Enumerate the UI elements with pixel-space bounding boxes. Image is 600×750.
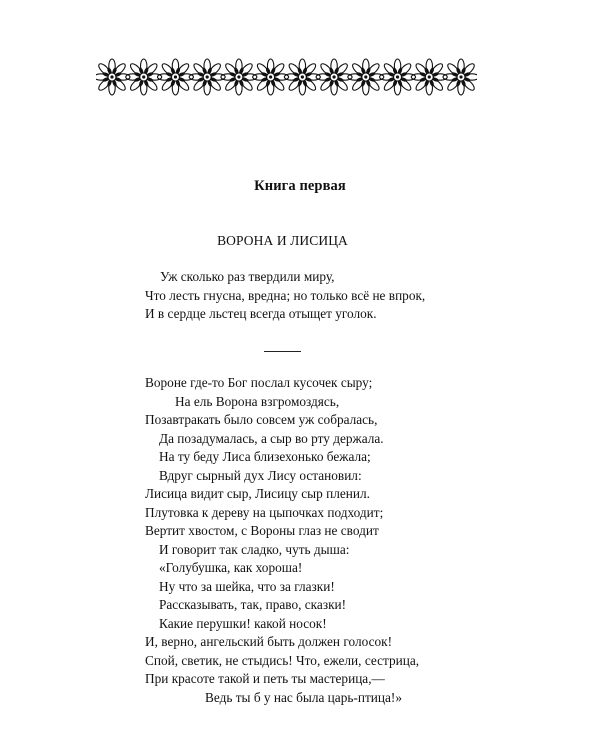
poem-line: И, верно, ангельский быть должен голосок! [145,634,393,649]
poem-line: Спой, светик, не стыдись! Что, ежели, сестрица, [145,653,420,668]
poem-line: Рассказывать, так, право, сказки! [159,597,347,612]
flower-icon [189,59,225,95]
poem-line: На ту беду Лиса близехонько бежала; [159,449,371,464]
book-title: Книга первая [254,178,346,194]
poem-line: Вороне где-то Бог послал кусочек сыру; [145,375,373,390]
moral-line: Уж сколько раз твердили миру, [160,269,335,284]
section-divider [264,351,301,352]
poem-line: Ну что за шейка, что за глазки! [159,579,335,594]
moral-line: И в сердце льстец всегда отыщет уголок. [145,306,377,321]
flower-icon [284,59,320,95]
poem-line: «Голубушка, как хороша! [159,560,303,575]
poem-line: Позавтракать было совсем уж собралась, [145,412,378,427]
poem-line: И говорит так сладко, чуть дыша: [159,542,350,557]
poem-line: Да позадумалась, а сыр во рту держала. [159,431,384,446]
moral-line: Что лесть гнусна, вредна; но только всё не впрок, [145,288,426,303]
poem-line: При красоте такой и петь ты мастерица,— [145,671,385,686]
flower-icon [157,59,193,95]
flower-icon [126,59,162,95]
poem-line: Плутовка к дереву на цыпочках подходит; [145,505,384,520]
flower-icon [411,59,447,95]
poem-line: Лисица видит сыр, Лисицу сыр пленил. [145,486,370,501]
flower-icon [380,59,416,95]
flower-border-icon [96,57,477,97]
flower-icon [221,59,257,95]
flower-icon [316,59,352,95]
flower-icon [96,59,130,95]
poem-line: На ель Ворона взгромоздясь, [175,394,340,409]
poem-line: Вертит хвостом, с Вороны глаз не сводит [145,523,379,538]
flower-icon [348,59,384,95]
poem-line: Ведь ты б у нас была царь-птица!» [205,690,402,705]
flower-icon [443,59,477,95]
fable-title: ВОРОНА И ЛИСИЦА [217,233,348,248]
poem-line: Какие перушки! какой носок! [159,616,327,631]
flower-icon [253,59,289,95]
poem-line: Вдруг сырный дух Лису остановил: [159,468,362,483]
